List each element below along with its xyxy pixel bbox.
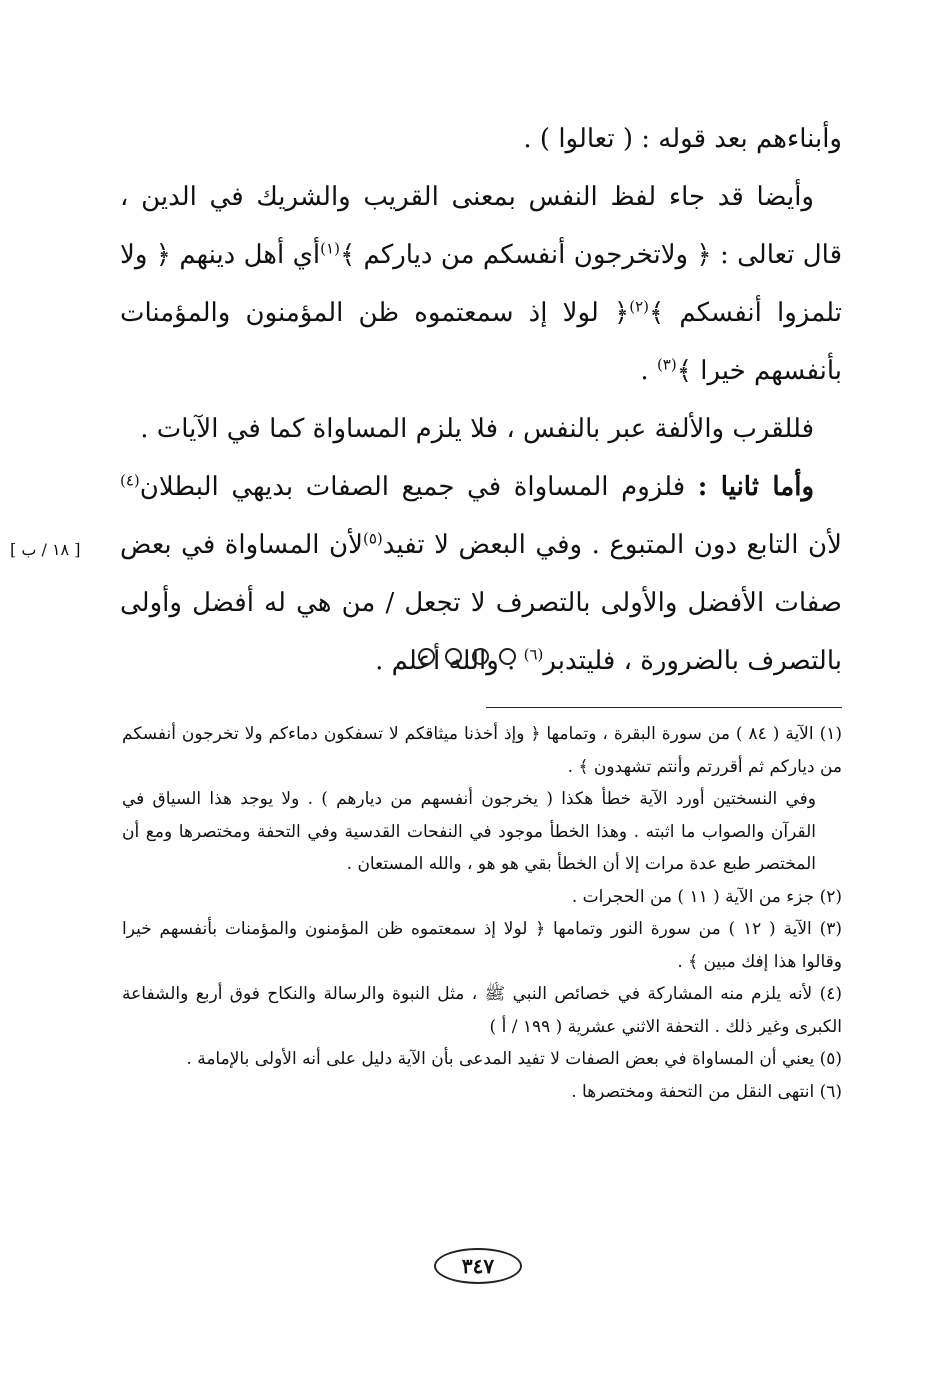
main-text: [120, 110, 842, 690]
paragraph-2-text-b: أي أهل دينهم ﴿ ولا تلمزوا أنفسكم ﴾: [120, 240, 843, 328]
footnotes: [122, 718, 842, 1108]
footnote-divider: [486, 707, 842, 708]
footnote-1-continued: وفي النسختين أورد الآية خطأ هكذا ( يخرجون أنفسهم من ديارهم ) . ولا يوجد هذا السياق في القرآن والصواب ما اثبته . وهذا الخطأ موجود في النفحات القدسية وفي التحفة ومختصرها ومع أن المختصر طبع عدة مرات إلا أن الخطأ بقي هو هو ، والله المستعان .: [122, 789, 816, 874]
footnote-3: (٣) الآية ( ١٢ ) من سورة النور وتمامها ﴿ لولا إذ سمعتموه ظن المؤمنون والمؤمنات بأنفسهم خيرا وقالوا هذا إفك مبين ﴾ .: [122, 919, 842, 972]
separator-circle-icon: [472, 648, 489, 665]
paragraph-4-text-a: فلزوم المساواة في جميع الصفات بديهي البطلان: [139, 472, 686, 502]
footnote-ref-1[interactable]: (١): [320, 239, 340, 258]
paragraph-3-text: فللقرب والألفة عبر بالنفس ، فلا يلزم المساواة كما في الآيات .: [140, 414, 814, 444]
paragraph-4-lead: وأما ثانيا :: [697, 472, 815, 502]
paragraph-2-text-d: .: [640, 356, 649, 386]
paragraph-1: [120, 110, 842, 168]
paragraph-4-text-c: لأن المساواة في بعض صفات الأفضل والأولى بالتصرف لا تجعل / من هي له أفضل وأولى بالتصرف بالضرورة ، فليتدبر: [120, 530, 842, 676]
paragraph-2: [120, 168, 842, 400]
footnote-5: (٥) يعني أن المساواة في بعض الصفات لا تفيد المدعى بأن الآية دليل على أنه الأولى بالإمامة .: [186, 1049, 842, 1069]
footnote-ref-3[interactable]: (٣): [656, 355, 677, 374]
paragraph-2-text-c: ﴿ لولا إذ سمعتموه ظن المؤمنون والمؤمنات بأنفسهم خيرا ﴾: [120, 298, 842, 386]
section-separator: [0, 648, 934, 669]
footnote-4: (٤) لأنه يلزم منه المشاركة في خصائص النبي ﷺ ، مثل النبوة والرسالة والنكاح فوق أربع والشفاعة الكبرى وغير ذلك . التحفة الاثني عشرية ( ١٩٩ / أ ): [122, 984, 842, 1037]
manuscript-folio-marker: [ ١٨ / ب ]: [10, 540, 81, 559]
page-number: ٣٤٧: [434, 1248, 522, 1284]
paragraph-2-text-a: وأيضا قد جاء لفظ النفس بمعنى القريب والشريك في الدين ، قال تعالى : ﴿ ولاتخرجون أنفسكم من دياركم ﴾: [120, 182, 843, 270]
paragraph-1-text: وأبناءهم بعد قوله : ( تعالوا ) .: [523, 124, 842, 154]
footnote-ref-4[interactable]: (٤): [120, 471, 140, 490]
separator-circle-icon: [445, 648, 462, 665]
paragraph-4-text-d: . والله أعلم .: [375, 646, 516, 676]
footnote-ref-2[interactable]: (٢): [629, 297, 649, 316]
footnote-ref-6[interactable]: (٦): [523, 645, 544, 664]
paragraph-4-text-b: لأن التابع دون المتبوع . وفي البعض لا تفيد: [382, 530, 842, 560]
footnote-1: (١) الآية ( ٨٤ ) من سورة البقرة ، وتمامها ﴿ وإذ أخذنا ميثاقكم لا تسفكون دماءكم ولا تخرجون أنفسكم من دياركم ثم أقررتم وأنتم تشهدون ﴾ .: [122, 724, 842, 777]
paragraph-3: [120, 400, 842, 458]
separator-circle-icon: [499, 648, 516, 665]
separator-circle-icon: [418, 648, 435, 665]
footnote-2: (٢) جزء من الآية ( ١١ ) من الحجرات .: [571, 886, 842, 907]
footnote-6: (٦) انتهى النقل من التحفة ومختصرها .: [571, 1081, 842, 1102]
footnote-ref-5[interactable]: (٥): [362, 529, 383, 548]
